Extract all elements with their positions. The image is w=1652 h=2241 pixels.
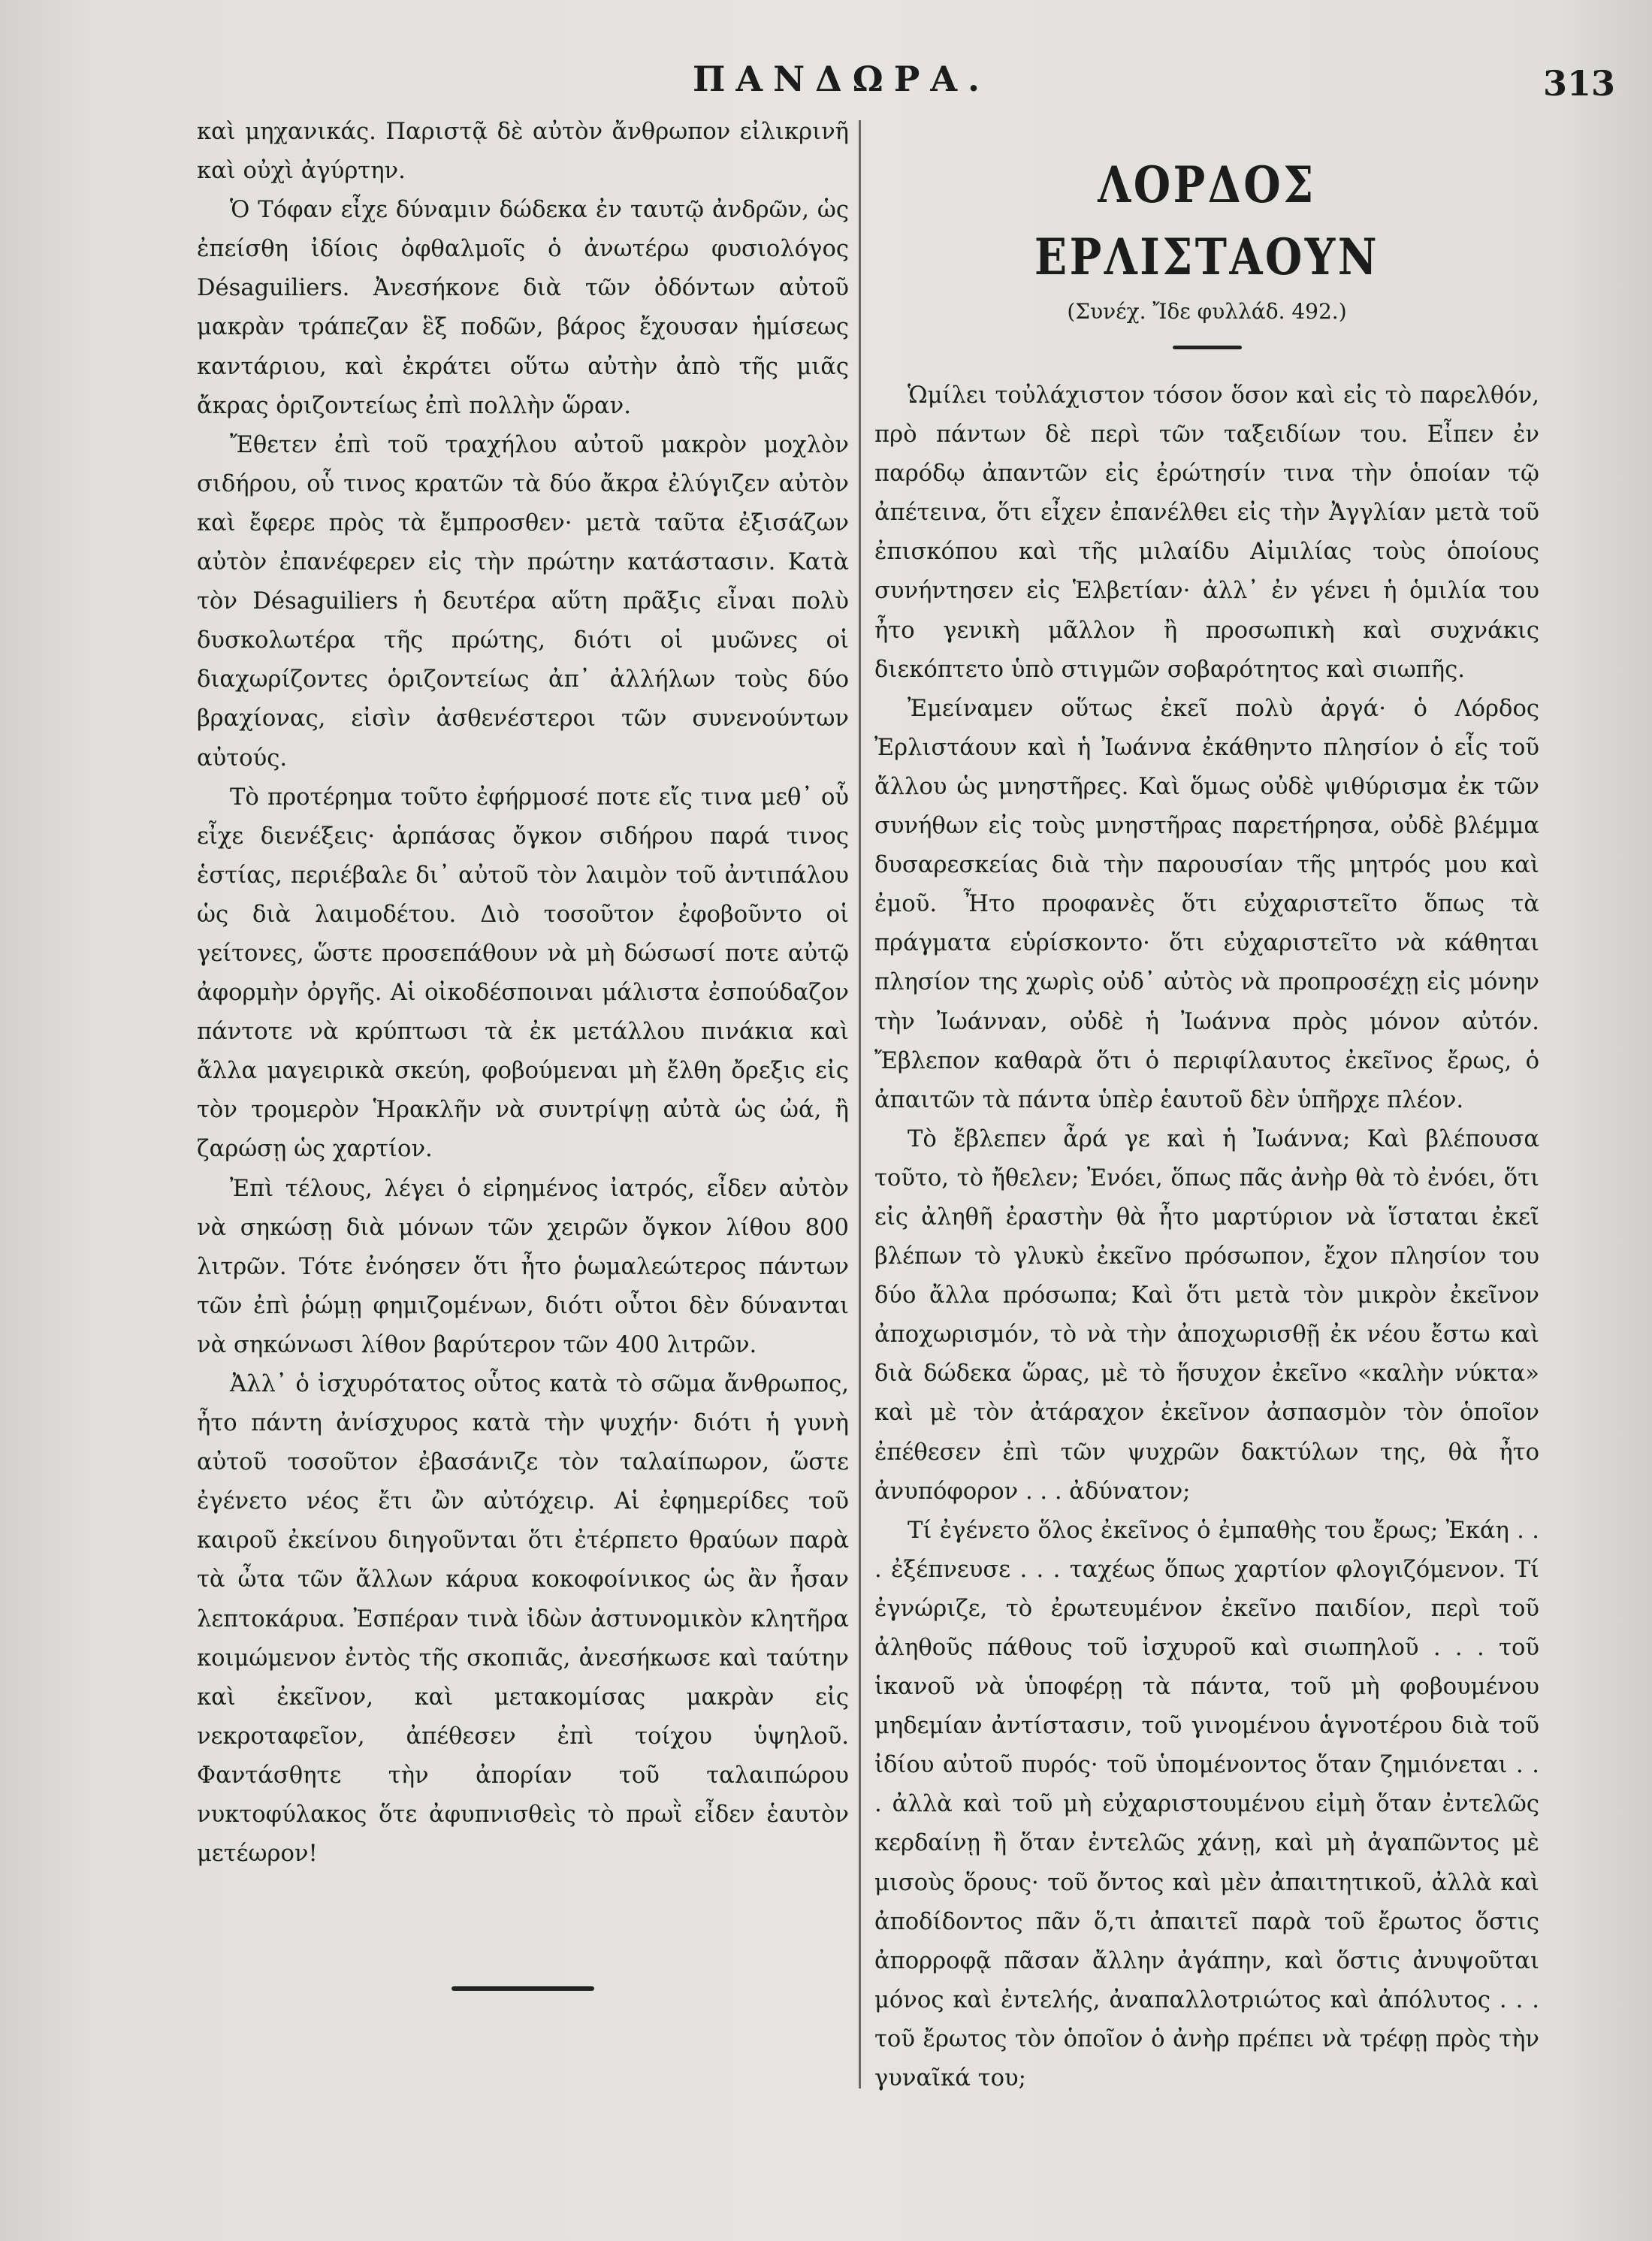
- left-paragraph-4: Τὸ προτέρημα τοῦτο ἐφήρμοσέ ποτε εἴς τινα μεθ᾽ οὗ εἶχε διενέξεις· ἁρπάσας ὄγκον σιδήρου παρά τινος ἑστίας, περιέβαλε δι᾽ αὐτοῦ τὸν λαιμὸν τοῦ ἀντιπάλου ὡς διὰ λαιμοδέτου. Διὸ τοσοῦτον ἐφοβοῦντο οἱ γείτονες, ὥστε προσεπάθουν νὰ μὴ δώσωσί ποτε αὐτῷ ἀφορμὴν ὀργῆς. Αἱ οἰκοδέσποιναι μάλιστα ἐσπούδαζον πάντοτε νὰ κρύπτωσι τὰ ἐκ μετάλλου πινάκια καὶ ἄλλα μαγειρικὰ σκεύη, φοβούμεναι μὴ ἔλθη ὄρεξις εἰς τὸν τρομερὸν Ἡρακλῆν νὰ συντρίψῃ αὐτὰ ὡς ὠά, ἢ ζαρώσῃ ὡς χαρτίον.: [197, 784, 849, 1163]
- running-title: ΠΑΝΔΩΡΑ.: [692, 59, 991, 99]
- article-title: ΛΟΡΔΟΣ ΕΡΛΙΣΤΑΟΥΝ: [1034, 156, 1380, 286]
- column-divider: [859, 120, 861, 2088]
- right-paragraph-3: Τὸ ἔβλεπεν ἆρά γε καὶ ἡ Ἰωάννα; Καὶ βλέπουσα τοῦτο, τὸ ἤθελεν; Ἐνόει, ὅπως πᾶς ἀνὴρ θὰ τὸ ἐνόει, ὅτι εἰς ἀληθῆ ἐραστὴν θὰ ἦτο μαρτύριον νὰ ἵσταται ἐκεῖ βλέπων τὸ γλυκὺ ἐκεῖνο πρόσωπον, ἔχον πλησίον του δύο ἄλλα πρόσωπα; Καὶ ὅτι μετὰ τὸν μικρὸν ἐκεῖνον ἀποχωρισμόν, τὸ νὰ τὴν ἀποχωρισθῇ ἐκ νέου ἔστω καὶ διὰ δώδεκα ὥρας, μὲ τὸ ἥσυχον ἐκεῖνο «καλὴν νύκτα» καὶ μὲ τὸν ἀτάραχον ἐκεῖνον ἀσπασμὸν τὸν ὁποῖον ἐπέθεσεν ἐπὶ τῶν ψυχρῶν δακτύλων της, θὰ ἦτο ἀνυπόφορον . . . ἀδύνατον;: [874, 1125, 1539, 1505]
- right-column: [874, 113, 1539, 2098]
- article-body: [874, 376, 1539, 2098]
- left-paragraph-6: Ἀλλ᾽ ὁ ἰσχυρότατος οὗτος κατὰ τὸ σῶμα ἄνθρωπος, ἦτο πάντη ἀνίσχυρος κατὰ τὴν ψυχήν· διότι ἡ γυνὴ αὐτοῦ τοσοῦτον ἐβασάνιζε τὸν ταλαίπωρον, ὥστε ἐγένετο νέος ἔτι ὢν αὐτόχειρ. Αἱ ἐφημερίδες τοῦ καιροῦ ἐκείνου διηγοῦνται ὅτι ἐτέρπετο θραύων παρὰ τὰ ὦτα τῶν ἄλλων κάρυα κοκοφοίνικος ὡς ἂν ἦσαν λεπτοκάρυα. Ἐσπέραν τινὰ ἰδὼν ἀστυνομικὸν κλητῆρα κοιμώμενον ἐντὸς τῆς σκοπιᾶς, ἀνεσήκωσε καὶ ταύτην καὶ ἐκεῖνον, καὶ μετακομίσας μακρὰν εἰς νεκροταφεῖον, ἀπέθεσεν ἐπὶ τοίχου ὑψηλοῦ. Φαντάσθητε τὴν ἀπορίαν τοῦ ταλαιπώρου νυκτοφύλακος ὅτε ἀφυπνισθεὶς τὸ πρωῒ εἶδεν ἑαυτὸν μετέωρον!: [197, 1371, 849, 1868]
- left-column: [197, 113, 849, 1991]
- right-paragraph-4: Τί ἐγένετο ὅλος ἐκεῖνος ὁ ἐμπαθὴς του ἔρως; Ἐκάη . . . ἐξέπνευσε . . . ταχέως ὅπως χαρτίον φλογιζόμενον. Τί ἐγνώριζε, τὸ ἐρωτευμένον ἐκεῖνο παιδίον, περὶ τοῦ ἀληθοῦς πάθους τοῦ ἰσχυροῦ καὶ σιωπηλοῦ . . . τοῦ ἱκανοῦ νὰ ὑποφέρῃ τὰ πάντα, τοῦ μὴ φοβουμένου μηδεμίαν ἀντίστασιν, τοῦ γινομένου ἁγνοτέρου διὰ τοῦ ἰδίου αὐτοῦ πυρός· τοῦ ὑπομένοντος ὅταν ζημιόνεται . . . ἀλλὰ καὶ τοῦ μὴ εὐχαριστουμένου εἰμὴ ὅταν ἐντελῶς κερδαίνῃ ἢ ὅταν ἐντελῶς χάνῃ, καὶ μὴ ἀγαπῶντος μὲ μισοὺς ὅρους· τοῦ ὄντος καὶ μὲν ἀπαιτητικοῦ, ἀλλὰ καὶ ἀποδίδοντος πᾶν ὅ,τι ἀπαιτεῖ παρὰ τοῦ ἔρωτος ὅστις ἀπορροφᾷ πᾶσαν ἄλλην ἀγάπην, καὶ ὅστις ἀνυψοῦται μόνος καὶ ἐντελής, ἀναπαλλοτριώτος καὶ ἀπόλυτος . . . τοῦ ἔρωτος τὸν ὁποῖον ὁ ἀνὴρ πρέπει νὰ τρέφῃ πρὸς τὴν γυναῖκά του;: [874, 1517, 1539, 2092]
- left-paragraph-5: Ἐπὶ τέλους, λέγει ὁ εἰρημένος ἰατρός, εἶδεν αὐτὸν νὰ σηκώσῃ διὰ μόνων τῶν χειρῶν ὄγκον λίθου 800 λιτρῶν. Τότε ἐνόησεν ὅτι ἦτο ῥωμαλεώτερος πάντων τῶν ἐπὶ ῥώμῃ φημιζομένων, διότι οὗτοι δὲν δύνανται νὰ σηκώνωσι λίθον βαρύτερον τῶν 400 λιτρῶν.: [197, 1175, 849, 1358]
- left-paragraph-1: καὶ μηχανικάς. Παριστᾷ δὲ αὐτὸν ἄνθρωπον εἰλικρινῆ καὶ οὐχὶ ἀγύρτην.: [197, 119, 849, 185]
- right-paragraph-1: Ὡμίλει τοὐλάχιστον τόσον ὅσον καὶ εἰς τὸ παρελθόν, πρὸ πάντων δὲ περὶ τῶν ταξειδίων του. Εἶπεν ἐν παρόδῳ ἀπαντῶν εἰς ἐρώτησίν τινα τὴν ὁποίαν τῷ ἀπέτεινα, ὅτι εἶχεν ἐπανέλθει εἰς τὴν Ἀγγλίαν μετὰ τοῦ ἐπισκόπου καὶ τῆς μιλαίδυ Αἰμιλίας τοὺς ὁποίους συνήντησεν εἰς Ἑλβετίαν· ἀλλ᾽ ἐν γένει ἡ ὁμιλία του ἦτο γενικὴ μᾶλλον ἢ προσωπικὴ καὶ συχνάκις διεκόπτετο ὑπὸ στιγμῶν σοβαρότητος καὶ σιωπῆς.: [874, 382, 1539, 683]
- end-rule: [452, 1986, 594, 1991]
- left-paragraph-3: Ἔθετεν ἐπὶ τοῦ τραχήλου αὐτοῦ μακρὸν μοχλὸν σιδήρου, οὗ τινος κρατῶν τὰ δύο ἄκρα ἐλύγιζεν αὐτὸν καὶ ἔφερε πρὸς τὰ ἔμπροσθεν· μετὰ ταῦτα ἐξισάζων αὐτὸν ἐπανέφερεν εἰς τὴν πρώτην κατάστασιν. Κατὰ τὸν Désaguiliers ἡ δευτέρα αὕτη πρᾶξις εἶναι πολὺ δυσκολωτέρα τῆς πρώτης, διότι οἱ μυῶνες οἱ διαχωρίζοντες ὁριζοντείως ἀπ᾽ ἀλλήλων τοὺς δύο βραχίονας, εἰσὶν ἀσθενέστεροι τῶν συνενούντων αὐτούς.: [197, 431, 849, 772]
- right-paragraph-2: Ἐμείναμεν οὕτως ἐκεῖ πολὺ ἀργά· ὁ Λόρδος Ἐρλιστάουν καὶ ἡ Ἰωάννα ἐκάθηντο πλησίον ὁ εἷς τοῦ ἄλλου ὡς μνηστῆρες. Καὶ ὅμως οὐδὲ ψιθύρισμα ἐκ τῶν συνήθων εἰς τοὺς μνηστῆρας παρετήρησα, οὐδὲ βλέμμα δυσαρεσκείας διὰ τὴν παρουσίαν τῆς μητρός μου καὶ ἐμοῦ. Ἦτο προφανὲς ὅτι εὐχαριστεῖτο ὅπως τὰ πράγματα εὑρίσκοντο· ὅτι εὐχαριστεῖτο νὰ κάθηται πλησίον της χωρὶς οὐδ᾽ αὐτὸς νὰ προπροσέχῃ εἰς μόνην τὴν Ἰωάνναν, οὐδὲ ἡ Ἰωάννα πρὸς μόνον αὐτόν. Ἔβλεπον καθαρὰ ὅτι ὁ περιφίλαυτος ἐκεῖνος ἔρως, ὁ ἀπαιτῶν τὰ πάντα ὑπὲρ ἑαυτοῦ δὲν ὑπῆρχε πλέον.: [874, 695, 1539, 1113]
- page-number: 313: [1542, 63, 1615, 104]
- left-paragraph-2: Ὁ Τόφαν εἶχε δύναμιν δώδεκα ἐν ταυτῷ ἀνδρῶν, ὡς ἐπείσθη ἰδίοις ὀφθαλμοῖς ὁ ἀνωτέρω φυσιολόγος Désaguiliers. Ἀνεσήκονε διὰ τῶν ὀδόντων αὐτοῦ μακρὰν τράπεζαν ἓξ ποδῶν, βάρος ἔχουσαν ἡμίσεως καντάριου, καὶ ἐκράτει οὕτω αὐτὴν ἀπὸ τῆς μιᾶς ἄκρας ὁριζοντείως ἐπὶ πολλὴν ὥραν.: [197, 197, 849, 419]
- title-rule: [1173, 346, 1242, 349]
- article-subtitle: (Συνέχ. Ἴδε φυλλάδ. 492.): [1067, 299, 1347, 324]
